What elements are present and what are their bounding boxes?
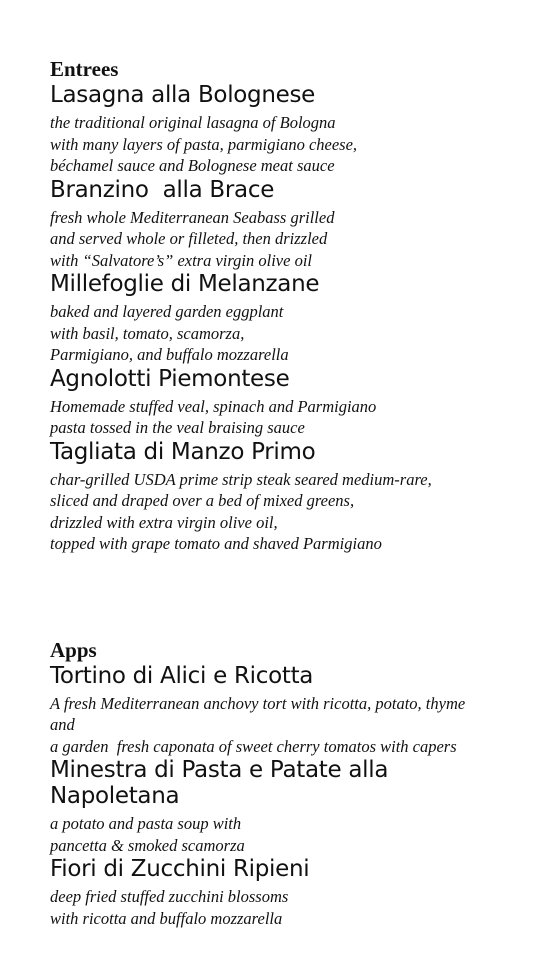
description-line: baked and layered garden eggplant bbox=[50, 302, 284, 321]
dish-description bbox=[50, 112, 530, 177]
section-spacer bbox=[50, 555, 530, 637]
description-line: deep fried stuffed zucchini blossoms bbox=[50, 887, 289, 906]
section-heading: Entrees bbox=[50, 57, 119, 81]
dish-name: Agnolotti Piemontese bbox=[50, 365, 290, 392]
dish-description bbox=[50, 396, 530, 439]
menu-item bbox=[50, 271, 530, 366]
dish-description bbox=[50, 469, 530, 555]
dish-description bbox=[50, 207, 530, 272]
description-line: sliced and draped over a bed of mixed greens, bbox=[50, 491, 355, 510]
menu-item bbox=[50, 663, 530, 758]
dish-name: Minestra di Pasta e Patate alla Napoletana bbox=[50, 757, 389, 809]
description-line: with many layers of pasta, parmigiano cheese, bbox=[50, 134, 358, 154]
dish-name: Millefoglie di Melanzane bbox=[50, 271, 320, 297]
description-line: a garden fresh caponata of sweet cherry tomatos with capers bbox=[50, 736, 457, 756]
menu-item bbox=[50, 177, 530, 272]
menu-item bbox=[50, 366, 530, 439]
description-line: with basil, tomato, scamorza, bbox=[50, 323, 245, 343]
description-line: and bbox=[50, 715, 75, 734]
description-line: topped with grape tomato and shaved Parmigiano bbox=[50, 534, 382, 553]
dish-name: Tortino di Alici e Ricotta bbox=[50, 662, 314, 689]
description-line: char-grilled USDA prime strip steak seared medium-rare, bbox=[50, 469, 432, 489]
description-line: with “Salvatore’s” extra virgin olive oil bbox=[50, 250, 313, 270]
dish-description bbox=[50, 693, 530, 758]
description-line: Homemade stuffed veal, spinach and Parmigiano bbox=[50, 396, 377, 416]
dish-name: Fiori di Zucchini Ripieni bbox=[50, 856, 310, 882]
dish-description bbox=[50, 886, 530, 929]
menu-item bbox=[50, 856, 530, 929]
dish-description bbox=[50, 301, 530, 366]
dish-name: Lasagna alla Bolognese bbox=[50, 82, 316, 108]
menu-page bbox=[50, 56, 530, 929]
description-line: drizzled with extra virgin olive oil, bbox=[50, 512, 278, 532]
menu-item bbox=[50, 757, 530, 856]
description-line: Parmigiano, and buffalo mozzarella bbox=[50, 345, 289, 364]
description-line: and served whole or filleted, then drizzled bbox=[50, 229, 328, 248]
description-line: with ricotta and buffalo mozzarella bbox=[50, 908, 283, 928]
description-line: a potato and pasta soup with bbox=[50, 814, 242, 833]
menu-item bbox=[50, 82, 530, 177]
dish-name: Tagliata di Manzo Primo bbox=[50, 438, 316, 465]
description-line: pancetta & smoked scamorza bbox=[50, 835, 245, 855]
dish-name: Branzino alla Brace bbox=[50, 176, 275, 203]
section-heading: Apps bbox=[50, 637, 97, 662]
description-line: béchamel sauce and Bolognese meat sauce bbox=[50, 156, 335, 175]
description-line: A fresh Mediterranean anchovy tort with ricotta, potato, thyme bbox=[50, 693, 466, 713]
dish-description bbox=[50, 813, 530, 856]
description-line: fresh whole Mediterranean Seabass grilled bbox=[50, 207, 335, 227]
menu-item bbox=[50, 439, 530, 555]
section-apps bbox=[50, 637, 530, 930]
description-line: pasta tossed in the veal braising sauce bbox=[50, 418, 305, 437]
description-line: the traditional original lasagna of Bologna bbox=[50, 113, 336, 132]
section-entrees bbox=[50, 56, 530, 555]
